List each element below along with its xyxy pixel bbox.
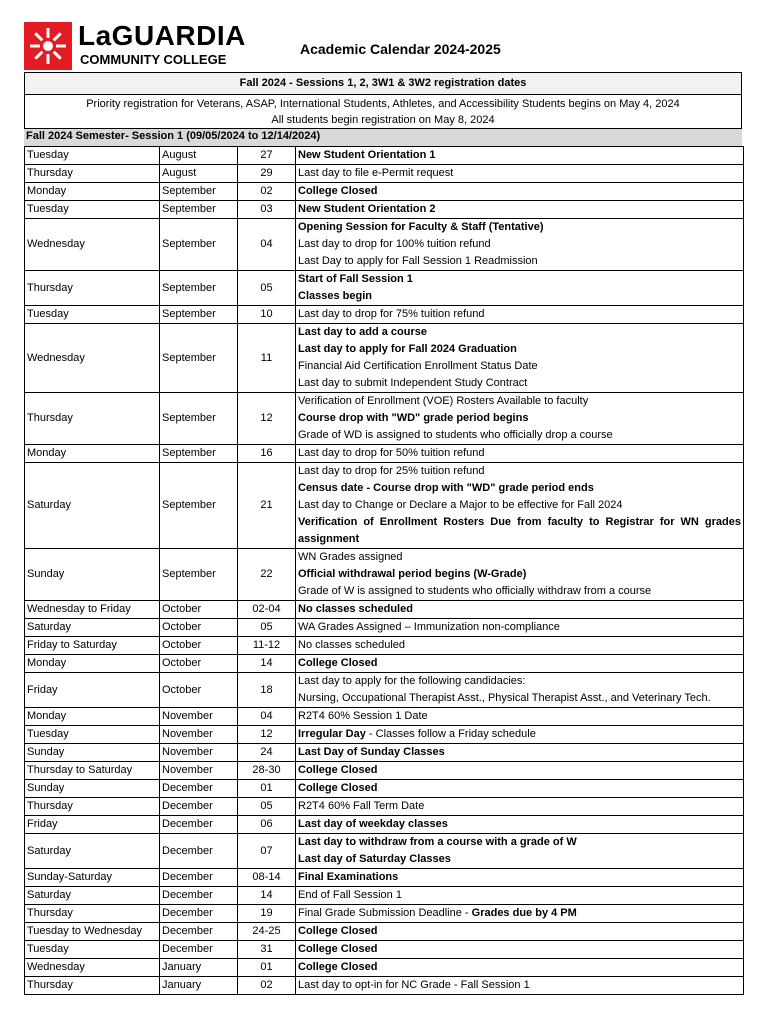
month-cell: December: [160, 941, 238, 959]
event-line: [298, 427, 741, 444]
date-cell: 04: [238, 708, 296, 726]
event-cell: [296, 869, 744, 887]
month-cell: October: [160, 619, 238, 637]
event-line: [298, 271, 741, 288]
day-cell: Thursday: [25, 165, 160, 183]
event-line: [298, 147, 741, 164]
date-cell: 06: [238, 816, 296, 834]
event-text: Last Day of Sunday Classes: [298, 746, 445, 758]
event-text: Start of Fall Session 1: [298, 273, 413, 285]
calendar-row: [25, 959, 744, 977]
calendar-row: [25, 655, 744, 673]
event-line: [298, 375, 741, 392]
notice-line: Priority registration for Veterans, ASAP, International Students, Athletes, and Accessibility Students begins on May 4, 2024: [86, 98, 680, 110]
event-line: [298, 869, 741, 886]
event-cell: [296, 959, 744, 977]
calendar-row: [25, 905, 744, 923]
event-text: End of Fall Session 1: [298, 889, 402, 901]
calendar-row: [25, 780, 744, 798]
event-cell: [296, 601, 744, 619]
event-line: [298, 959, 741, 976]
event-line: [298, 655, 741, 672]
day-cell: Sunday: [25, 780, 160, 798]
month-cell: November: [160, 708, 238, 726]
date-cell: 21: [238, 463, 296, 549]
day-cell: Thursday: [25, 905, 160, 923]
event-cell: [296, 726, 744, 744]
calendar-row: [25, 798, 744, 816]
event-text: R2T4 60% Fall Term Date: [298, 800, 425, 812]
event-cell: [296, 549, 744, 601]
month-cell: December: [160, 798, 238, 816]
month-cell: September: [160, 463, 238, 549]
event-text: College Closed: [298, 782, 378, 794]
event-text: Last day to Change or Declare a Major to be effective for Fall 2024: [298, 499, 623, 511]
event-text: Last day to file e-Permit request: [298, 167, 454, 179]
date-cell: 08-14: [238, 869, 296, 887]
event-line: [298, 816, 741, 833]
event-line: [298, 905, 741, 922]
day-cell: Thursday: [25, 271, 160, 306]
month-cell: December: [160, 905, 238, 923]
day-cell: Thursday: [25, 977, 160, 995]
event-line: [298, 514, 741, 531]
event-cell: [296, 165, 744, 183]
event-line: [298, 445, 741, 462]
date-cell: 03: [238, 201, 296, 219]
day-cell: Wednesday to Friday: [25, 601, 160, 619]
event-text: Verification of Enrollment (VOE) Rosters Available to faculty: [298, 395, 589, 407]
calendar-row: [25, 549, 744, 601]
date-cell: 16: [238, 445, 296, 463]
calendar-row: [25, 183, 744, 201]
calendar-row: [25, 708, 744, 726]
date-cell: 02-04: [238, 601, 296, 619]
document-title: Academic Calendar 2024-2025: [300, 41, 501, 57]
month-cell: September: [160, 271, 238, 306]
event-text: Last day to submit Independent Study Contract: [298, 377, 528, 389]
event-text: No classes scheduled: [298, 639, 406, 651]
event-line: [298, 341, 741, 358]
date-cell: 11-12: [238, 637, 296, 655]
calendar-row: [25, 271, 744, 306]
event-text: Classes begin: [298, 290, 372, 302]
date-cell: 14: [238, 887, 296, 905]
event-text: Last day to drop for 50% tuition refund: [298, 447, 485, 459]
date-cell: 31: [238, 941, 296, 959]
calendar-row: [25, 834, 744, 869]
calendar-row: [25, 726, 744, 744]
month-cell: December: [160, 887, 238, 905]
month-cell: December: [160, 834, 238, 869]
event-line: [298, 637, 741, 654]
event-line: [298, 941, 741, 958]
calendar-row: [25, 445, 744, 463]
day-cell: Monday: [25, 183, 160, 201]
event-line: [298, 708, 741, 725]
month-cell: September: [160, 324, 238, 393]
month-cell: December: [160, 923, 238, 941]
event-text: Grade of WD is assigned to students who officially drop a course: [298, 429, 613, 441]
event-text: Final Examinations: [298, 871, 399, 883]
event-text: Financial Aid Certification Enrollment Status Date: [298, 360, 538, 372]
day-cell: Tuesday to Wednesday: [25, 923, 160, 941]
month-cell: September: [160, 393, 238, 445]
event-cell: [296, 941, 744, 959]
day-cell: Monday: [25, 655, 160, 673]
event-text: WN Grades assigned: [298, 551, 403, 563]
calendar-row: [25, 869, 744, 887]
calendar-row: [25, 887, 744, 905]
day-cell: Tuesday: [25, 201, 160, 219]
event-cell: [296, 445, 744, 463]
event-text: Last day to opt-in for NC Grade - Fall Session 1: [298, 979, 530, 991]
event-cell: [296, 306, 744, 324]
day-cell: Friday to Saturday: [25, 637, 160, 655]
event-text: New Student Orientation 2: [298, 203, 436, 215]
event-text: Last day to withdraw from a course with a grade of W: [298, 836, 577, 848]
event-line: [298, 219, 741, 236]
month-cell: September: [160, 219, 238, 271]
event-cell: [296, 201, 744, 219]
event-line: [298, 851, 741, 868]
calendar-row: [25, 619, 744, 637]
event-text: No classes scheduled: [298, 603, 413, 615]
event-text: Grade of W is assigned to students who officially withdraw from a course: [298, 585, 652, 597]
date-cell: 29: [238, 165, 296, 183]
calendar-row: [25, 324, 744, 393]
day-cell: Wednesday: [25, 219, 160, 271]
event-line: [298, 673, 741, 690]
event-cell: [296, 219, 744, 271]
event-line: [298, 306, 741, 323]
event-text: College Closed: [298, 925, 378, 937]
event-text: Opening Session for Faculty & Staff (Tentative): [298, 221, 544, 233]
event-cell: [296, 762, 744, 780]
day-cell: Thursday: [25, 393, 160, 445]
event-cell: [296, 673, 744, 708]
event-line: [298, 183, 741, 200]
event-text: College Closed: [298, 943, 378, 955]
date-cell: 12: [238, 393, 296, 445]
day-cell: Saturday: [25, 834, 160, 869]
event-cell: [296, 463, 744, 549]
month-cell: August: [160, 147, 238, 165]
event-line: [298, 497, 741, 514]
event-line: [298, 887, 741, 904]
event-text: Last day to apply for the following candidacies:: [298, 675, 526, 687]
calendar-row: [25, 219, 744, 271]
event-line: [298, 201, 741, 218]
calendar-row: [25, 977, 744, 995]
event-text: Last day to drop for 100% tuition refund: [298, 238, 491, 250]
notice-line: All students begin registration on May 8, 2024: [271, 114, 495, 126]
event-cell: [296, 887, 744, 905]
day-cell: Thursday: [25, 798, 160, 816]
day-cell: Sunday: [25, 744, 160, 762]
event-line: [298, 744, 741, 761]
month-cell: January: [160, 959, 238, 977]
event-text: Last day to drop for 75% tuition refund: [298, 308, 485, 320]
event-line: [298, 165, 741, 182]
calendar-row: [25, 147, 744, 165]
event-text: Last day to drop for 25% tuition refund: [298, 465, 485, 477]
event-line: [298, 253, 741, 270]
month-cell: August: [160, 165, 238, 183]
calendar-row: [25, 306, 744, 324]
date-cell: 11: [238, 324, 296, 393]
event-line: [298, 358, 741, 375]
month-cell: October: [160, 601, 238, 619]
date-cell: 12: [238, 726, 296, 744]
event-cell: [296, 923, 744, 941]
event-line: [298, 324, 741, 341]
month-cell: November: [160, 726, 238, 744]
date-cell: 27: [238, 147, 296, 165]
event-cell: [296, 708, 744, 726]
calendar-row: [25, 601, 744, 619]
event-line: [298, 566, 741, 583]
date-cell: 04: [238, 219, 296, 271]
month-cell: November: [160, 762, 238, 780]
month-cell: September: [160, 201, 238, 219]
month-cell: January: [160, 977, 238, 995]
event-cell: [296, 798, 744, 816]
logo-name: LaGUARDIA: [78, 20, 246, 51]
event-text: WA Grades Assigned – Immunization non-compliance: [298, 621, 560, 633]
event-line: [298, 762, 741, 779]
month-cell: October: [160, 673, 238, 708]
date-cell: 24: [238, 744, 296, 762]
date-cell: 05: [238, 619, 296, 637]
date-cell: 05: [238, 798, 296, 816]
event-line: [298, 480, 741, 497]
event-cell: [296, 834, 744, 869]
day-cell: Saturday: [25, 463, 160, 549]
event-text: College Closed: [298, 185, 378, 197]
event-text: College Closed: [298, 961, 378, 973]
month-cell: September: [160, 549, 238, 601]
event-text: College Closed: [298, 764, 378, 776]
event-line: [298, 549, 741, 566]
section-title: Fall 2024 Semester- Session 1 (09/05/2024 to 12/14/2024): [24, 129, 742, 146]
event-text: Last day of Saturday Classes: [298, 853, 451, 865]
registration-notice: [24, 94, 742, 129]
logo-subtitle: COMMUNITY COLLEGE: [80, 52, 227, 67]
date-cell: 05: [238, 271, 296, 306]
event-cell: [296, 744, 744, 762]
event-line: [298, 410, 741, 427]
event-line: [298, 288, 741, 305]
calendar-row: [25, 762, 744, 780]
event-line: [298, 463, 741, 480]
event-line: [298, 583, 741, 600]
day-cell: Tuesday: [25, 306, 160, 324]
date-cell: 07: [238, 834, 296, 869]
event-text: assignment: [298, 533, 360, 545]
calendar-row: [25, 673, 744, 708]
day-cell: Saturday: [25, 619, 160, 637]
event-text: Irregular Day: [298, 728, 366, 740]
calendar-row: [25, 165, 744, 183]
day-cell: Friday: [25, 816, 160, 834]
event-text: Official withdrawal period begins (W-Grade): [298, 568, 527, 580]
event-line: [298, 798, 741, 815]
month-cell: September: [160, 183, 238, 201]
event-cell: [296, 816, 744, 834]
event-text: Last day to apply for Fall 2024 Graduation: [298, 343, 517, 355]
date-cell: 10: [238, 306, 296, 324]
date-cell: 24-25: [238, 923, 296, 941]
event-line: [298, 393, 741, 410]
college-logo: [24, 22, 244, 72]
event-cell: [296, 905, 744, 923]
event-line: [298, 619, 741, 636]
month-cell: September: [160, 445, 238, 463]
month-cell: September: [160, 306, 238, 324]
calendar-body: [25, 147, 744, 995]
date-cell: 19: [238, 905, 296, 923]
event-cell: [296, 637, 744, 655]
day-cell: Tuesday: [25, 941, 160, 959]
event-text: Verification of Enrollment Rosters Due from faculty to Registrar for WN grades: [298, 516, 741, 528]
event-text: Final Grade Submission Deadline -: [298, 907, 472, 919]
event-cell: [296, 393, 744, 445]
event-line: [298, 726, 741, 743]
day-cell: Wednesday: [25, 324, 160, 393]
event-line: [298, 690, 741, 707]
event-line: [298, 531, 741, 548]
month-cell: November: [160, 744, 238, 762]
day-cell: Wednesday: [25, 959, 160, 977]
sunburst-logo-icon: [24, 22, 72, 70]
calendar-row: [25, 816, 744, 834]
event-line: [298, 834, 741, 851]
event-text: Course drop with "WD" grade period begins: [298, 412, 529, 424]
day-cell: Saturday: [25, 887, 160, 905]
day-cell: Friday: [25, 673, 160, 708]
registration-banner: Fall 2024 - Sessions 1, 2, 3W1 & 3W2 registration dates: [24, 72, 742, 95]
event-text: Last Day to apply for Fall Session 1 Readmission: [298, 255, 538, 267]
calendar-row: [25, 923, 744, 941]
month-cell: October: [160, 655, 238, 673]
event-cell: [296, 655, 744, 673]
calendar-row: [25, 637, 744, 655]
date-cell: 01: [238, 959, 296, 977]
event-text: Last day to add a course: [298, 326, 427, 338]
event-cell: [296, 324, 744, 393]
event-text: Grades due by 4 PM: [471, 907, 577, 919]
date-cell: 14: [238, 655, 296, 673]
event-cell: [296, 780, 744, 798]
event-line: [298, 601, 741, 618]
event-text: - Classes follow a Friday schedule: [365, 728, 536, 740]
month-cell: December: [160, 816, 238, 834]
date-cell: 28-30: [238, 762, 296, 780]
event-text: Last day of weekday classes: [298, 818, 448, 830]
month-cell: December: [160, 780, 238, 798]
event-text: Census date - Course drop with "WD" grade period ends: [298, 482, 594, 494]
event-line: [298, 977, 741, 994]
event-cell: [296, 977, 744, 995]
day-cell: Sunday-Saturday: [25, 869, 160, 887]
event-cell: [296, 147, 744, 165]
calendar-table: [24, 146, 744, 995]
event-cell: [296, 183, 744, 201]
calendar-row: [25, 941, 744, 959]
date-cell: 02: [238, 183, 296, 201]
calendar-row: [25, 463, 744, 549]
month-cell: December: [160, 869, 238, 887]
month-cell: October: [160, 637, 238, 655]
day-cell: Tuesday: [25, 147, 160, 165]
event-cell: [296, 619, 744, 637]
day-cell: Thursday to Saturday: [25, 762, 160, 780]
event-text: New Student Orientation 1: [298, 149, 436, 161]
event-text: R2T4 60% Session 1 Date: [298, 710, 428, 722]
day-cell: Sunday: [25, 549, 160, 601]
event-text: College Closed: [298, 657, 378, 669]
event-cell: [296, 271, 744, 306]
event-line: [298, 923, 741, 940]
date-cell: 02: [238, 977, 296, 995]
calendar-row: [25, 744, 744, 762]
day-cell: Monday: [25, 708, 160, 726]
day-cell: Monday: [25, 445, 160, 463]
event-line: [298, 236, 741, 253]
event-text: Nursing, Occupational Therapist Asst., Physical Therapist Asst., and Veterinary Tech.: [298, 692, 711, 704]
calendar-row: [25, 393, 744, 445]
calendar-row: [25, 201, 744, 219]
day-cell: Tuesday: [25, 726, 160, 744]
date-cell: 18: [238, 673, 296, 708]
event-line: [298, 780, 741, 797]
date-cell: 22: [238, 549, 296, 601]
date-cell: 01: [238, 780, 296, 798]
